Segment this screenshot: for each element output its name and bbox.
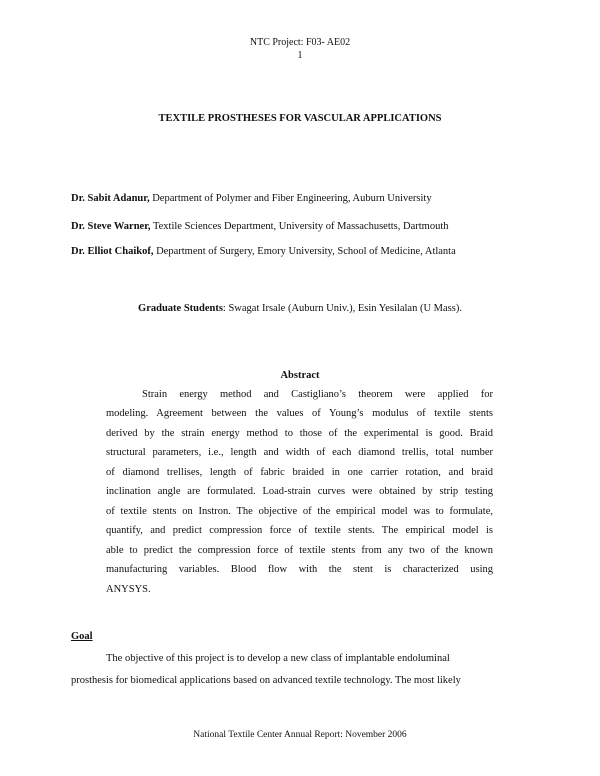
goal-line: The objective of this project is to develop a new class of implantable endoluminal bbox=[106, 653, 450, 664]
graduate-students-label: Graduate Students bbox=[138, 303, 223, 314]
page-footer: National Textile Center Annual Report: November 2006 bbox=[193, 730, 407, 740]
author-line bbox=[71, 245, 456, 259]
abstract-line: of textile stents on Instron. The objective of the empirical model was to formulate, bbox=[106, 506, 493, 517]
abstract-line: inclination angle are formulated. Load-strain curves were obtained by strip testing bbox=[106, 486, 493, 497]
author-line bbox=[71, 192, 432, 206]
author-affiliation: Textile Sciences Department, University of Massachusetts, Dartmouth bbox=[150, 221, 449, 232]
author-affiliation: Department of Polymer and Fiber Engineering, Auburn University bbox=[149, 193, 432, 204]
abstract-heading: Abstract bbox=[280, 370, 320, 381]
abstract-line: quantify, and predict compression force of textile stents. The empirical model is bbox=[106, 525, 493, 536]
author-line bbox=[71, 220, 449, 234]
abstract-line: able to predict the compression force of textile stents from any two of the known bbox=[106, 545, 493, 556]
graduate-students bbox=[0, 302, 600, 316]
abstract-line: derived by the strain energy method to those of the experimental is good. Braid bbox=[106, 428, 493, 439]
abstract-line: manufacturing variables. Blood flow with the stent is characterized using bbox=[106, 564, 493, 575]
abstract-line: modeling. Agreement between the values of Young’s modulus of textile stents bbox=[106, 408, 493, 419]
author-name: Dr. Steve Warner, bbox=[71, 221, 151, 232]
author-name: Dr. Elliot Chaikof, bbox=[71, 246, 154, 257]
goal-line: prosthesis for biomedical applications based on advanced textile technology. The most likely bbox=[71, 675, 461, 686]
abstract-line: Strain energy method and Castigliano’s theorem were applied for bbox=[142, 389, 493, 400]
goal-heading: Goal bbox=[71, 631, 93, 642]
running-header: NTC Project: F03- AE02 bbox=[249, 37, 351, 48]
abstract-line: of diamond trellises, length of fabric braided in one carrier rotation, and braid bbox=[106, 467, 493, 478]
page-number: 1 bbox=[297, 50, 303, 61]
graduate-students-names: : Swagat Irsale (Auburn Univ.), Esin Yesilalan (U Mass). bbox=[222, 303, 462, 314]
document-title: TEXTILE PROSTHESES FOR VASCULAR APPLICATIONS bbox=[158, 113, 442, 124]
author-affiliation: Department of Surgery, Emory University, School of Medicine, Atlanta bbox=[153, 246, 456, 257]
author-name: Dr. Sabit Adanur, bbox=[71, 193, 150, 204]
abstract-line: structural parameters, i.e., length and width of each diamond trellis, total number bbox=[106, 447, 493, 458]
abstract-line: ANYSYS. bbox=[106, 584, 151, 595]
